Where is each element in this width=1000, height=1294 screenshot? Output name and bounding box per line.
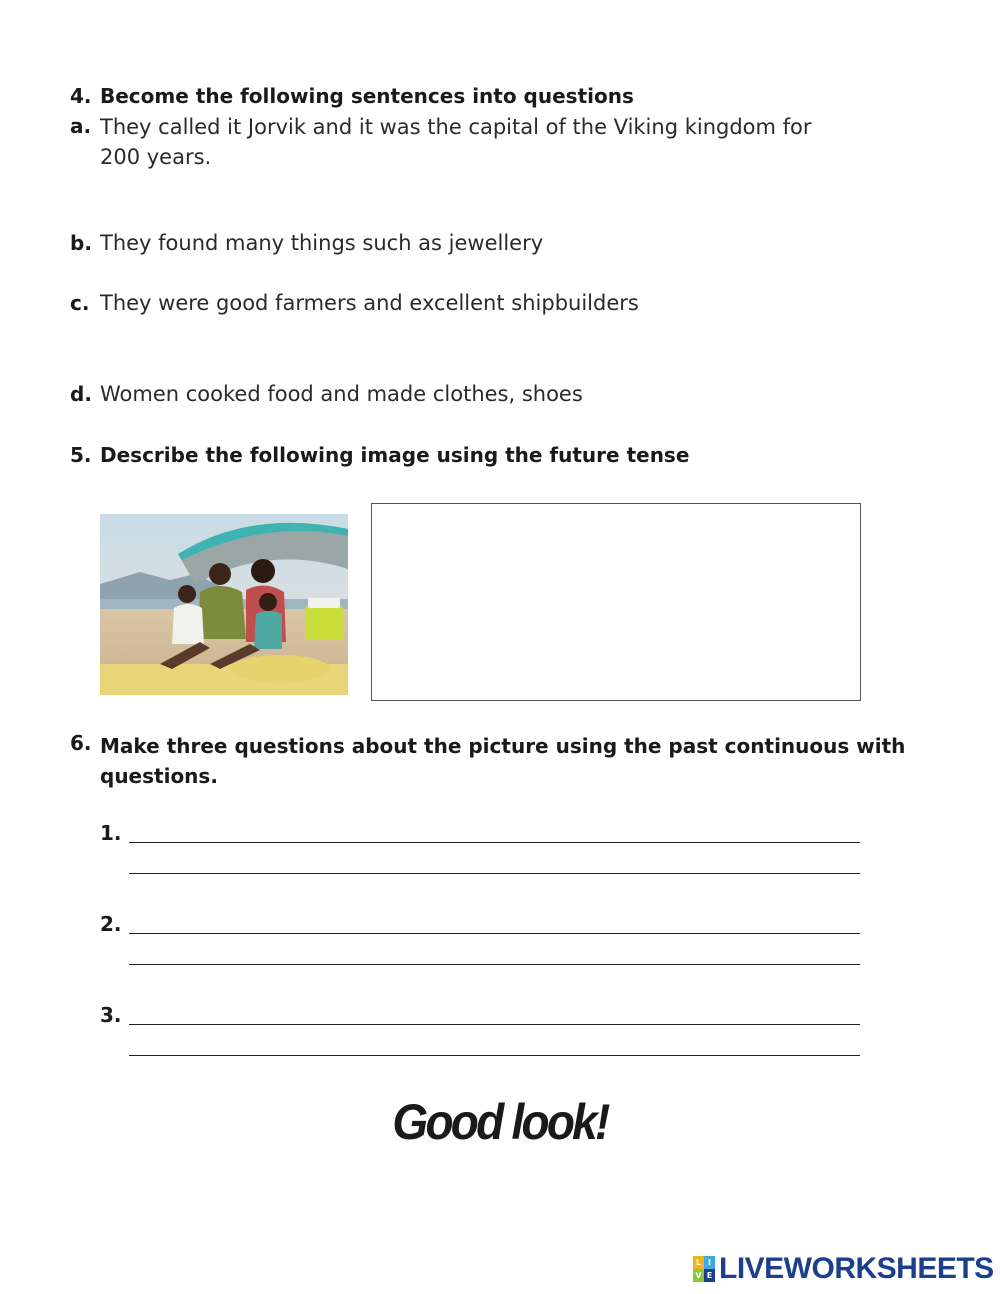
logo-tile-3: V (693, 1269, 704, 1282)
answer-3-line-2[interactable] (129, 1055, 860, 1056)
section-5-number: 5. (70, 443, 92, 467)
item-b-label: b. (70, 231, 92, 255)
item-b-text: They found many things such as jewellery (100, 231, 544, 255)
section-5-title: Describe the following image using the future tense (100, 443, 690, 467)
item-c-label: c. (70, 291, 90, 315)
liveworksheets-brand (693, 1253, 994, 1285)
image-description-box[interactable] (371, 503, 861, 701)
answer-3-line-1[interactable] (129, 1024, 860, 1025)
brand-name: LIVEWORKSHEETS (719, 1252, 994, 1285)
item-c-text: They were good farmers and excellent shipbuilders (100, 291, 639, 315)
section-6-number: 6. (70, 731, 92, 755)
section-6-title-line2: questions. (100, 764, 218, 788)
answer-3-label: 3. (100, 1003, 122, 1027)
item-d-text: Women cooked food and made clothes, shoes (100, 382, 583, 406)
item-a-line2: 200 years. (100, 145, 212, 169)
answer-2-line-2[interactable] (129, 964, 860, 965)
section-4-title: Become the following sentences into questions (100, 84, 634, 108)
section-6-title (100, 731, 905, 791)
item-d-label: d. (70, 382, 92, 406)
section-6-title-line1: Make three questions about the picture using the past continuous with (100, 734, 906, 758)
beach-family-illustration (100, 514, 348, 695)
answer-1-line-1[interactable] (129, 842, 860, 843)
liveworksheets-logo-icon (693, 1256, 715, 1282)
logo-tile-1: L (693, 1256, 704, 1269)
beach-family-photo (100, 514, 348, 695)
answer-1-line-2[interactable] (129, 873, 860, 874)
closing-message: Good look! (392, 1094, 608, 1150)
answer-2-line-1[interactable] (129, 933, 860, 934)
answer-1-label: 1. (100, 821, 122, 845)
logo-tile-4: E (704, 1269, 715, 1282)
item-a-text (100, 112, 870, 172)
answer-2-label: 2. (100, 912, 122, 936)
item-a-label: a. (70, 114, 92, 138)
item-a-line1: They called it Jorvik and it was the capital of the Viking kingdom for (100, 115, 812, 139)
section-4-number: 4. (70, 84, 92, 108)
logo-tile-2: I (704, 1256, 715, 1269)
